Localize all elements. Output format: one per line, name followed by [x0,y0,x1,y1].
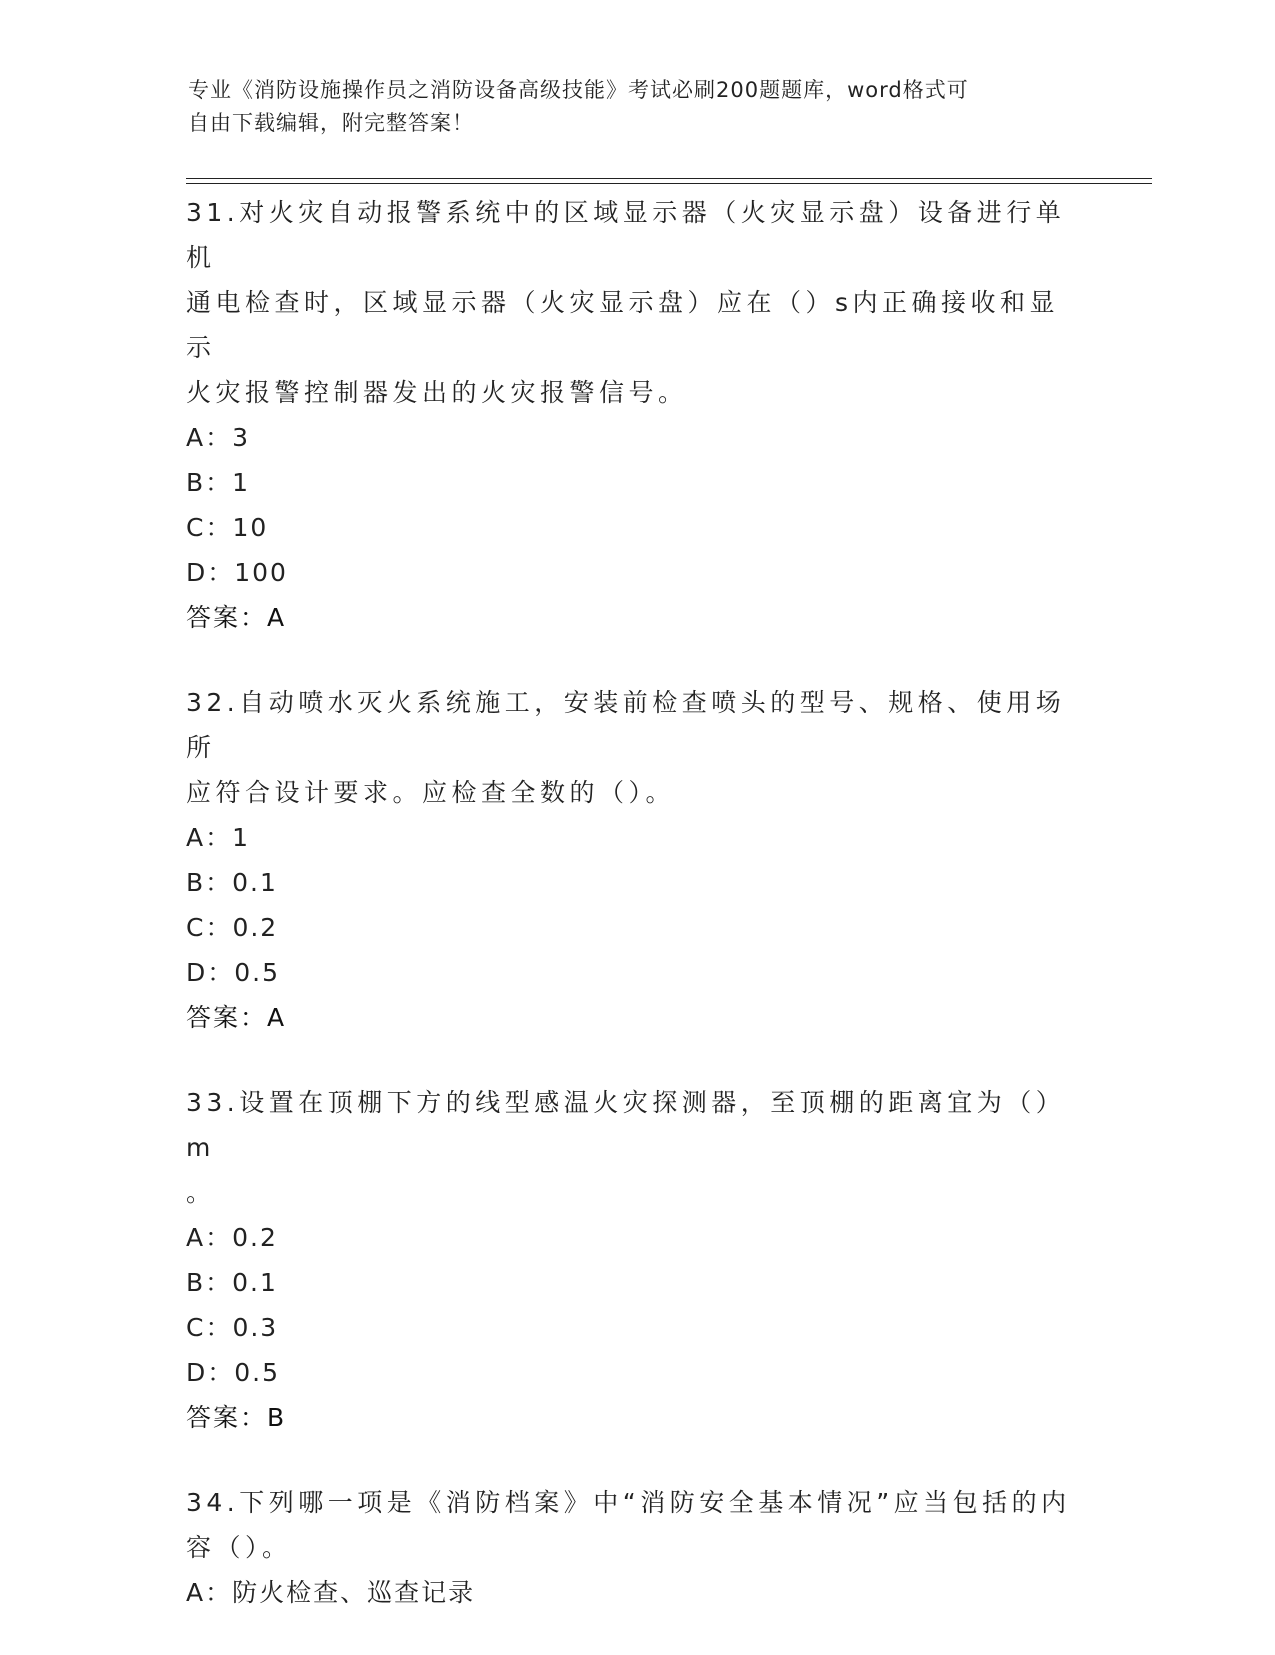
option-d: D：100 [186,558,288,587]
option-b: B：0.1 [186,868,278,897]
question-31 [186,190,1086,640]
question-stem-line: 。 [186,1178,216,1207]
question-stem-line: 应符合设计要求。应检查全数的（）。 [186,778,676,807]
option-a: A：1 [186,823,251,852]
option-b: B：1 [186,468,251,497]
question-33 [186,1080,1086,1440]
header-line-2: 自由下载编辑，附完整答案！ [188,111,474,135]
answer-line: 答案：A [186,1003,287,1032]
question-stem-line: 33.设置在顶棚下方的线型感温火灾探测器，至顶棚的距离宜为（）m [186,1088,1066,1162]
option-a: A：3 [186,423,251,452]
option-a: A：0.2 [186,1223,278,1252]
option-d: D：0.5 [186,958,281,987]
document-header [188,74,1068,140]
header-rule-top [186,178,1152,179]
question-stem-line: 32.自动喷水灭火系统施工，安装前检查喷头的型号、规格、使用场所 [186,688,1066,762]
answer-line: 答案：A [186,603,287,632]
question-stem-line: 火灾报警控制器发出的火灾报警信号。 [186,378,688,407]
question-stem-line: 34.下列哪一项是《消防档案》中“消防安全基本情况”应当包括的内 [186,1488,1071,1517]
question-list [186,190,1086,1655]
option-b: B：0.1 [186,1268,278,1297]
question-32 [186,680,1086,1040]
option-d: D：0.5 [186,1358,281,1387]
option-c: C：0.3 [186,1313,279,1342]
answer-line: 答案：B [186,1403,287,1432]
option-c: C：10 [186,513,269,542]
option-c: C：0.2 [186,913,279,942]
question-34 [186,1480,1086,1615]
question-stem-line: 通电检查时，区域显示器（火灾显示盘）应在（）s内正确接收和显示 [186,288,1060,362]
question-stem-line: 31.对火灾自动报警系统中的区域显示器（火灾显示盘）设备进行单机 [186,198,1066,272]
option-a: A：防火检查、巡查记录 [186,1578,476,1607]
header-line-1: 专业《消防设施操作员之消防设备高级技能》考试必刷200题题库，word格式可 [188,78,969,102]
question-stem-line: 容（）。 [186,1533,292,1562]
header-rule-bottom [186,183,1152,184]
